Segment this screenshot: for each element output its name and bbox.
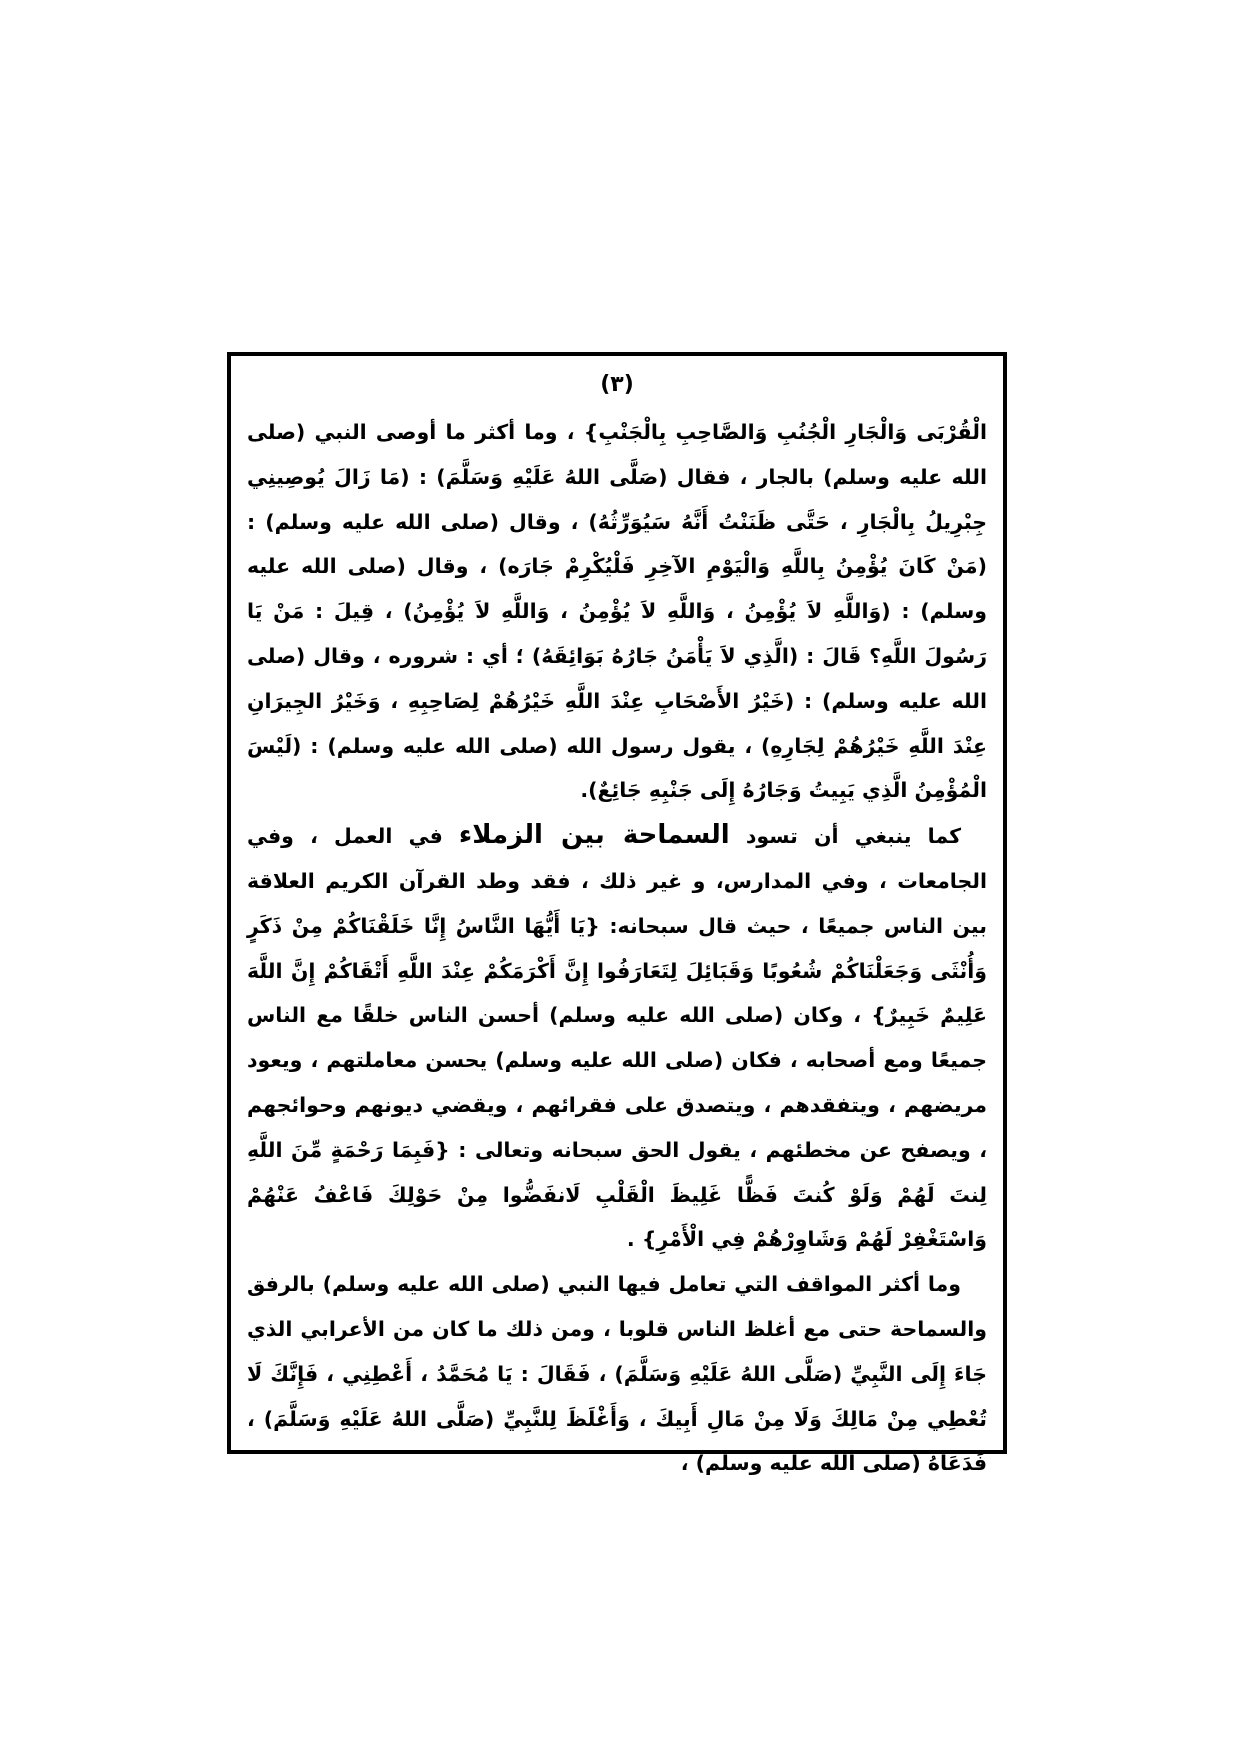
paragraph-text: وما أكثر المواقف التي تعامل فيها النبي (صلى الله عليه وسلم) بالرفق والسماحة حتى مع أغلظ الناس قلوبا ، ومن ذلك ما كان من الأعرابي الذي جَاءَ إِلَى النَّبِيِّ (صَلَّى اللهُ عَلَيْهِ وَسَلَّمَ) ، فَقَالَ : يَا مُحَمَّدُ ، أَعْطِنِي ، فَإِنَّكَ لَا تُعْطِي مِنْ مَالِكَ وَلَا مِنْ مَالِ أَبِيكَ ، وَأَغْلَظَ لِلنَّبِيِّ (صَلَّى اللهُ عَلَيْهِ وَسَلَّمَ) ، فَدَعَاهُ (صلى الله عليه وسلم) ، <box>247 1272 987 1476</box>
paragraph-tolerance-colleagues <box>247 813 987 1262</box>
page-body <box>247 410 987 1486</box>
emphasized-phrase: السماحة بين الزملاء <box>458 820 730 851</box>
page-frame <box>227 352 1007 1476</box>
paragraph-text: الْقُرْبَى وَالْجَارِ الْجُنُبِ وَالصَّاحِبِ بِالْجَنْبِ} ، وما أكثر ما أوصى النبي (صلى الله عليه وسلم) بالجار ، فقال (صَلَّى اللهُ عَلَيْهِ وَسَلَّمَ) : (مَا زَالَ يُوصِينِي جِبْرِيلُ بِالْجَارِ ، حَتَّى ظَنَنْتُ أَنَّهُ سَيُوَرِّثُهُ) ، وقال (صلى الله عليه وسلم) : (مَنْ كَانَ يُؤْمِنُ بِاللَّهِ وَالْيَوْمِ الآخِرِ فَلْيُكْرِمْ جَارَه) ، وقال (صلى الله عليه وسلم) : (وَاللَّهِ لاَ يُؤْمِنُ ، وَاللَّهِ لاَ يُؤْمِنُ ، وَاللَّهِ لاَ يُؤْمِنُ) ، قِيلَ : مَنْ يَا رَسُولَ اللَّهِ؟ قَالَ : (الَّذِي لاَ يَأْمَنُ جَارُهُ بَوَائِقَهُ) ؛ أي : شروره ، وقال (صلى الله عليه وسلم) : (خَيْرُ الأَصْحَابِ عِنْدَ اللَّهِ خَيْرُهُمْ لِصَاحِبِهِ ، وَخَيْرُ الجِيرَانِ عِنْدَ اللَّهِ خَيْرُهُمْ لِجَارِهِ) ، يقول رسول الله (صلى الله عليه وسلم) : (لَيْسَ الْمُؤْمِنُ الَّذِي يَبِيتُ وَجَارُهُ إِلَى جَنْبِهِ جَائِعٌ). <box>247 420 987 803</box>
paragraph-prophet-gentleness <box>247 1262 987 1486</box>
page-number: (٣) <box>600 372 634 397</box>
paragraph-text-before: كما ينبغي أن تسود <box>729 824 961 849</box>
paragraph-neighbor-rights <box>247 410 987 813</box>
paragraph-text-after: في العمل ، وفي الجامعات ، وفي المدارس، و غير ذلك ، فقد وطد القرآن الكريم العلاقة بين الناس جميعًا ، حيث قال سبحانه: {يَا أَيُّهَا النَّاسُ إِنَّا خَلَقْنَاكُمْ مِنْ ذَكَرٍ وَأُنْثَى وَجَعَلْنَاكُمْ شُعُوبًا وَقَبَائِلَ لِتَعَارَفُوا إِنَّ أَكْرَمَكُمْ عِنْدَ اللَّهِ أَتْقَاكُمْ إِنَّ اللَّهَ عَلِيمٌ خَبِيرٌ} ، وكان (صلى الله عليه وسلم) أحسن الناس خلقًا مع الناس جميعًا ومع أصحابه ، فكان (صلى الله عليه وسلم) يحسن معاملتهم ، ويعود مريضهم ، ويتفقدهم ، ويتصدق على فقرائهم ، ويقضي ديونهم وحوائجهم ، ويصفح عن مخطئهم ، يقول الحق سبحانه وتعالى : {فَبِمَا رَحْمَةٍ مِّنَ اللَّهِ لِنتَ لَهُمْ وَلَوْ كُنتَ فَظًّا غَلِيظَ الْقَلْبِ لَانفَضُّوا مِنْ حَوْلِكَ فَاعْفُ عَنْهُمْ وَاسْتَغْفِرْ لَهُمْ وَشَاوِرْهُمْ فِي الْأَمْرِ} . <box>247 824 987 1252</box>
